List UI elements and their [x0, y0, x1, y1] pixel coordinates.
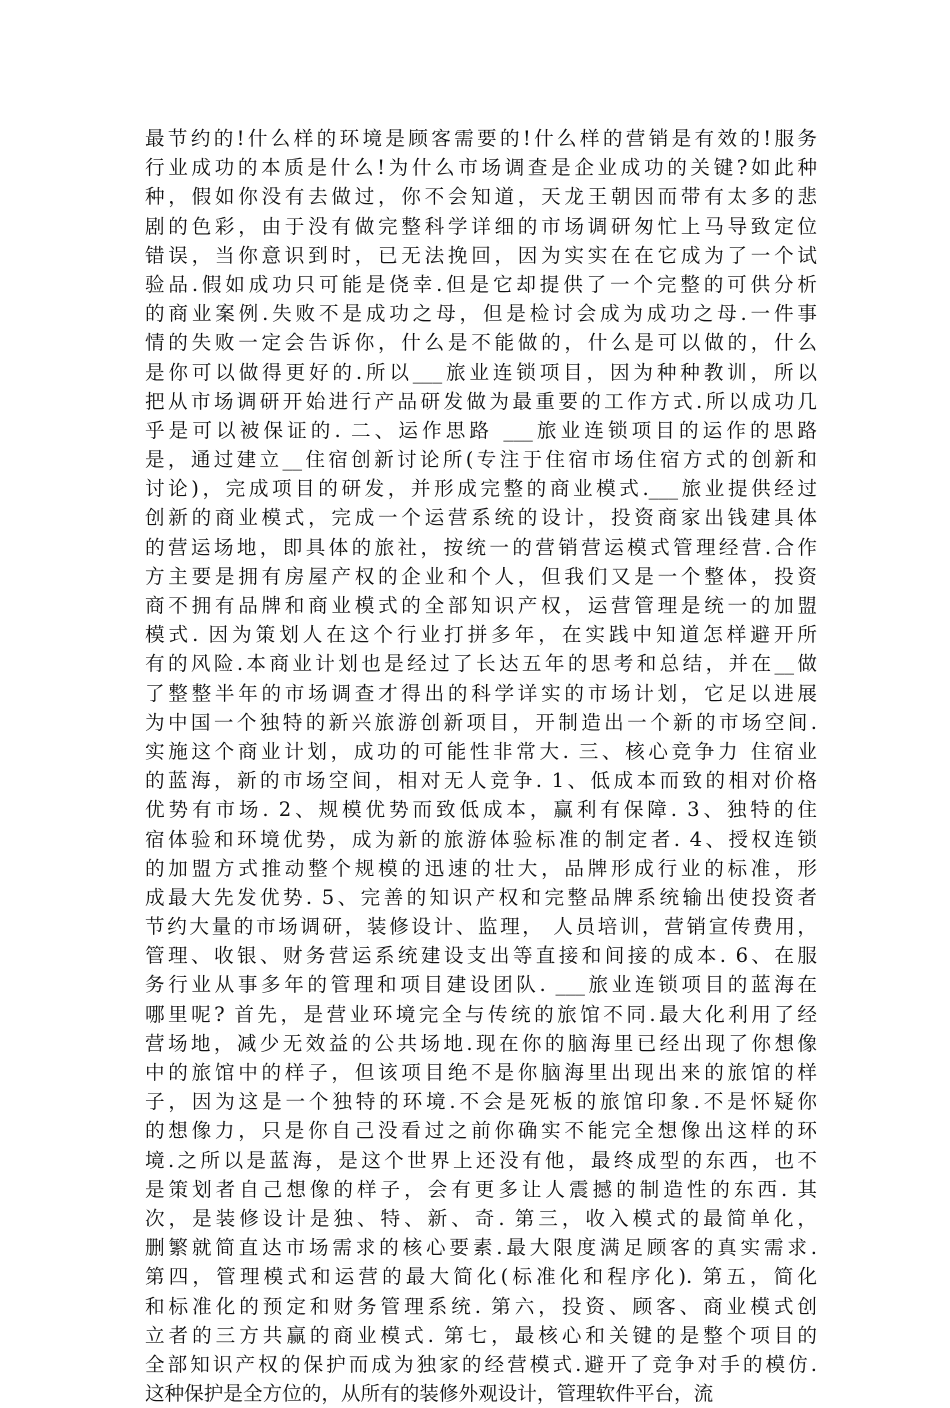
- text-line: 第四，管理模式和运营的最大简化(标准化和程序化). 第五，简化: [145, 1265, 817, 1289]
- text-line: 模式. 因为策划人在这个行业打拼多年，在实践中知道怎样避开所: [145, 623, 817, 647]
- text-line: 这种保护是全方位的，从所有的装修外观设计，管理软件平台，流: [145, 1382, 714, 1406]
- text-line: 种，假如你没有去做过，你不会知道，天龙王朝因而带有太多的悲: [145, 185, 817, 209]
- text-line: 实施这个商业计划，成功的可能性非常大. 三、核心竞争力 住宿业: [145, 739, 817, 763]
- body-text: [145, 124, 817, 1408]
- text-line: 管理、收银、财务营运系统建设支出等直接和间接的成本. 6、在服: [145, 944, 817, 968]
- text-line: 行业成功的本质是什么!为什么市场调查是企业成功的关键?如此种: [145, 156, 817, 180]
- text-line: 的想像力，只是你自己没看过之前你确实不能完全想像出这样的环: [145, 1119, 817, 1143]
- text-line: 和标准化的预定和财务管理系统. 第六，投资、顾客、商业模式创: [145, 1294, 817, 1318]
- text-line: 中的旅馆中的样子，但该项目绝不是你脑海里出现出来的旅馆的样: [145, 1061, 817, 1084]
- text-line: 是你可以做得更好的.所以___旅业连锁项目，因为种种教训，所以: [145, 360, 817, 384]
- text-line: 有的风险.本商业计划也是经过了长达五年的思考和总结，并在__做: [145, 652, 817, 676]
- text-line: 哪里呢? 首先，是营业环境完全与传统的旅馆不同.最大化利用了经: [145, 1002, 817, 1026]
- text-line: 验品.假如成功只可能是侥幸.但是它却提供了一个完整的可供分析: [145, 272, 817, 296]
- text-line: 方主要是拥有房屋产权的企业和个人，但我们又是一个整体，投资: [145, 564, 817, 588]
- text-line: 节约大量的市场调研，装修设计、监理， 人员培训，营销宣传费用，: [145, 915, 817, 939]
- text-line: 子，因为这是一个独特的环境.不会是死板的旅馆印象.不是怀疑你: [145, 1090, 817, 1114]
- text-line: 宿体验和环境优势，成为新的旅游体验标准的制定者. 4、授权连锁: [145, 827, 817, 851]
- text-line: 境.之所以是蓝海，是这个世界上还没有他，最终成型的东西，也不: [145, 1148, 817, 1172]
- text-line: 全部知识产权的保护而成为独家的经营模式.避开了竞争对手的模仿.: [145, 1352, 817, 1376]
- text-line: 营场地，减少无效益的公共场地.现在你的脑海里已经出现了你想像: [145, 1031, 817, 1055]
- text-line: 剧的色彩，由于没有做完整科学详细的市场调研匆忙上马导致定位: [145, 214, 817, 238]
- text-line: 创新的商业模式，完成一个运营系统的设计，投资商家出钱建具体: [145, 506, 817, 530]
- text-line: 的营运场地，即具体的旅社，按统一的营销营运模式管理经营.合作: [145, 535, 817, 559]
- text-line: 的蓝海，新的市场空间，相对无人竞争. 1、低成本而致的相对价格: [145, 769, 817, 793]
- text-line: 的加盟方式推动整个规模的迅速的壮大，品牌形成行业的标准，形: [145, 856, 817, 880]
- text-line: 立者的三方共赢的商业模式. 第七，最核心和关键的是整个项目的: [145, 1323, 817, 1347]
- text-line: 了整整半年的市场调查才得出的科学详实的市场计划，它足以进展: [145, 681, 817, 705]
- text-line: 次，是装修设计是独、特、新、奇. 第三，收入模式的最简单化，: [145, 1206, 817, 1230]
- text-line: 优势有市场. 2、规模优势而致低成本，赢利有保障. 3、独特的住: [145, 798, 817, 822]
- text-line: 成最大先发优势. 5、完善的知识产权和完整品牌系统输出使投资者: [145, 885, 817, 909]
- text-line: 务行业从事多年的管理和项目建设团队. ___旅业连锁项目的蓝海在: [145, 973, 817, 997]
- text-line: 删繁就简直达市场需求的核心要素.最大限度满足顾客的真实需求.: [145, 1236, 817, 1260]
- text-line: 是，通过建立__住宿创新讨论所(专注于住宿市场住宿方式的创新和: [145, 448, 817, 472]
- text-line: 把从市场调研开始进行产品研发做为最重要的工作方式.所以成功几: [145, 389, 817, 413]
- text-line: 的商业案例.失败不是成功之母，但是检讨会成为成功之母.一件事: [145, 302, 817, 326]
- text-line: 是策划者自己想像的样子，会有更多让人震撼的制造性的东西. 其: [145, 1177, 817, 1201]
- text-line: 讨论)，完成项目的研发，并形成完整的商业模式.___旅业提供经过: [145, 477, 817, 501]
- text-line: 乎是可以被保证的. 二、运作思路 ___旅业连锁项目的运作的思路: [145, 418, 817, 442]
- text-line: 错误，当你意识到时，已无法挽回，因为实实在在它成为了一个试: [145, 243, 817, 267]
- text-line: 最节约的!什么样的环境是顾客需要的!什么样的营销是有效的!服务: [145, 127, 817, 150]
- text-line: 情的失败一定会告诉你，什么是不能做的，什么是可以做的，什么: [145, 331, 817, 355]
- text-line: 商不拥有品牌和商业模式的全部知识产权，运营管理是统一的加盟: [145, 594, 817, 617]
- text-line: 为中国一个独特的新兴旅游创新项目，开制造出一个新的市场空间.: [145, 710, 817, 734]
